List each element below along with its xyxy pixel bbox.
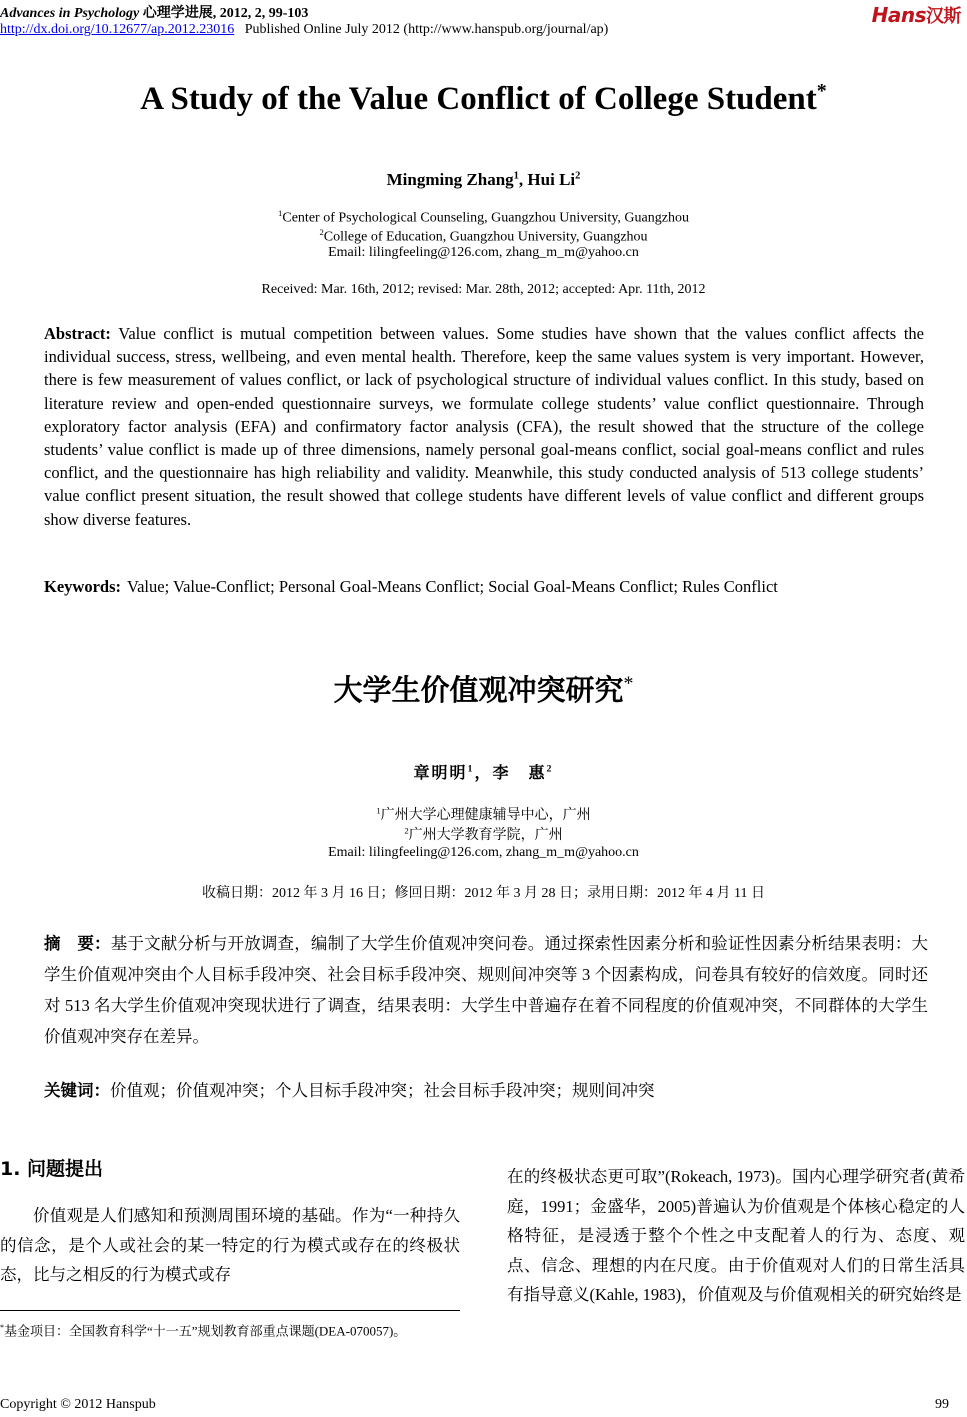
author-2-cn-sup: 2 [546,763,554,775]
affiliation-1-en [0,208,967,227]
affiliation-2-cn [0,824,967,844]
citation: , 2012, 2, 99-103 [212,6,309,21]
email-en: Email: lilingfeeling@126.com, zhang_m_m@yahoo.cn [328,245,639,260]
doi-line [0,22,608,38]
author-1-sup: 1 [513,170,519,182]
page-number: 99 [935,1397,949,1412]
author-cn-sep: ， [474,765,493,782]
aff-2-sup: 2 [319,227,324,237]
title-en-text: A Study of the Value Conflict of College Student [140,81,817,117]
author-2-sup: 2 [575,170,581,182]
aff-2-cn-sup: 2 [404,825,409,836]
abstract-cn-label: 摘 要： [44,934,111,953]
copyright: Copyright © 2012 Hanspub [0,1397,156,1412]
aff-1-cn-sup: 1 [376,805,381,816]
section-1-right-column: 在的终极状态更可取”(Rokeach, 1973)。国内心理学研究者(黄希庭，1991；金盛华，2005)普遍认为价值观是个体核心稳定的人格特征，是浸透于整个个性之中支配着人的行为、态度、观点、信念、理想的内在尺度。由于价值观对人们的日常生活具有指导意义(Kahle, 1983)，价值观及与价值观相关的研究始终是 [507,1167,965,1304]
author-sep: , [518,170,528,189]
footnote-text: 基金项目：全国教育科学“十一五”规划教育部重点课题(DEA-070057)。 [4,1323,407,1339]
keywords-en [44,575,924,598]
aff-2-cn-text: 广州大学教育学院，广州 [408,828,563,843]
paper-title-cn [0,668,967,709]
title-cn-mark: * [623,672,634,695]
received-dates-cn: 收稿日期：2012 年 3 月 16 日；修回日期：2012 年 3 月 28 日；录用日期：2012 年 4 月 11 日 [202,886,765,901]
journal-name-cn: 心理学进展 [142,6,213,21]
abstract-cn [44,928,928,1052]
keywords-cn-text: 价值观；价值观冲突；个人目标手段冲突；社会目标手段冲突；规则间冲突 [110,1081,655,1100]
title-cn-text: 大学生价值观冲突研究 [333,673,624,707]
abstract-en [44,322,924,531]
footnote [0,1318,460,1341]
footnote-mark: * [0,1323,5,1332]
hans-logo [872,2,961,28]
footnote-divider [0,1310,460,1311]
author-1: Mingming Zhang [386,170,514,189]
section-1-heading: 1. 问题提出 [0,1158,104,1180]
author-2: Hui Li [527,170,576,189]
authors-cn [0,760,967,783]
aff-1-sup: 1 [278,208,283,218]
author-1-cn: 章明明 [413,765,468,782]
affiliation-1-cn [0,804,967,824]
logo-cn: 汉斯 [926,6,961,27]
authors-en [0,170,967,190]
keywords-cn-label: 关键词： [44,1081,110,1100]
email-cn: Email: lilingfeeling@126.com, zhang_m_m@yahoo.cn [328,845,639,860]
keywords-label: Keywords: [44,577,121,596]
aff-2-text: College of Education, Guangzhou University, Guangzhou [323,229,648,245]
journal-name: Advances in Psychology [0,6,140,21]
received-dates-en: Received: Mar. 16th, 2012; revised: Mar. 28th, 2012; accepted: Apr. 11th, 2012 [261,282,706,297]
paper-title-en [0,80,967,118]
keywords-text: Value; Value-Conflict; Personal Goal-Means Conflict; Social Goal-Means Conflict; Rules Conflict [127,577,778,596]
doi-link[interactable]: http://dx.doi.org/10.12677/ap.2012.23016 [0,22,235,37]
title-footnote-mark: * [816,80,827,102]
abstract-label: Abstract: [44,324,111,343]
aff-1-cn-text: 广州大学心理健康辅导中心，广州 [380,808,591,823]
abstract-text: Value conflict is mutual competition between values. Some studies have shown that the values conflict affects the individual success, stress, wellbeing, and even mental health. Therefore, keep the same values system is very important. However, there is few measurement of values conflict, or lack of psychological structure of individual values conflict. In this study, based on literature review and open-ended questionnaire surveys, we formulate college students’ value conflict questionnaire. Through exploratory factor analysis (EFA) and confirmatory factor analysis (CFA), the result showed that the structure of the college students’ value conflict is made up of three dimensions, namely personal goal-means conflict, social goal-means conflict and rules conflict, and the questionnaire has high reliability and validity. Meanwhile, this study conducted analysis of 513 college students’ value conflict present situation, the result showed that college students have different levels of value conflict and different groups show diverse features. [44,324,924,529]
running-header [0,2,308,22]
abstract-cn-text: 基于文献分析与开放调查，编制了大学生价值观冲突问卷。通过探索性因素分析和验证性因素分析结果表明：大学生价值观冲突由个人目标手段冲突、社会目标手段冲突、规则间冲突等 3 个因素构成，问卷具有较好的信效度。同时还对 513 名大学生价值观冲突现状进行了调查，结果表明：大学生中普遍存在着不同程度的价值观冲突，不同群体的大学生价值观冲突存在差异。 [44,934,929,1046]
keywords-cn [44,1077,655,1101]
author-2-cn: 李 惠 [492,765,547,782]
section-1-left-column: 价值观是人们感知和预测周围环境的基础。作为“一种持久的信念，是个人或社会的某一特定的行为模式或存在的终极状态，比与之相反的行为模式或存 [0,1206,460,1284]
published-online: Published Online July 2012 (http://www.hanspub.org/journal/ap) [244,22,609,37]
aff-1-text: Center of Psychological Counseling, Guangzhou University, Guangzhou [282,210,689,226]
logo-en: Hans [871,3,926,27]
author-1-cn-sup: 1 [467,763,475,775]
affiliation-2-en [0,227,967,246]
